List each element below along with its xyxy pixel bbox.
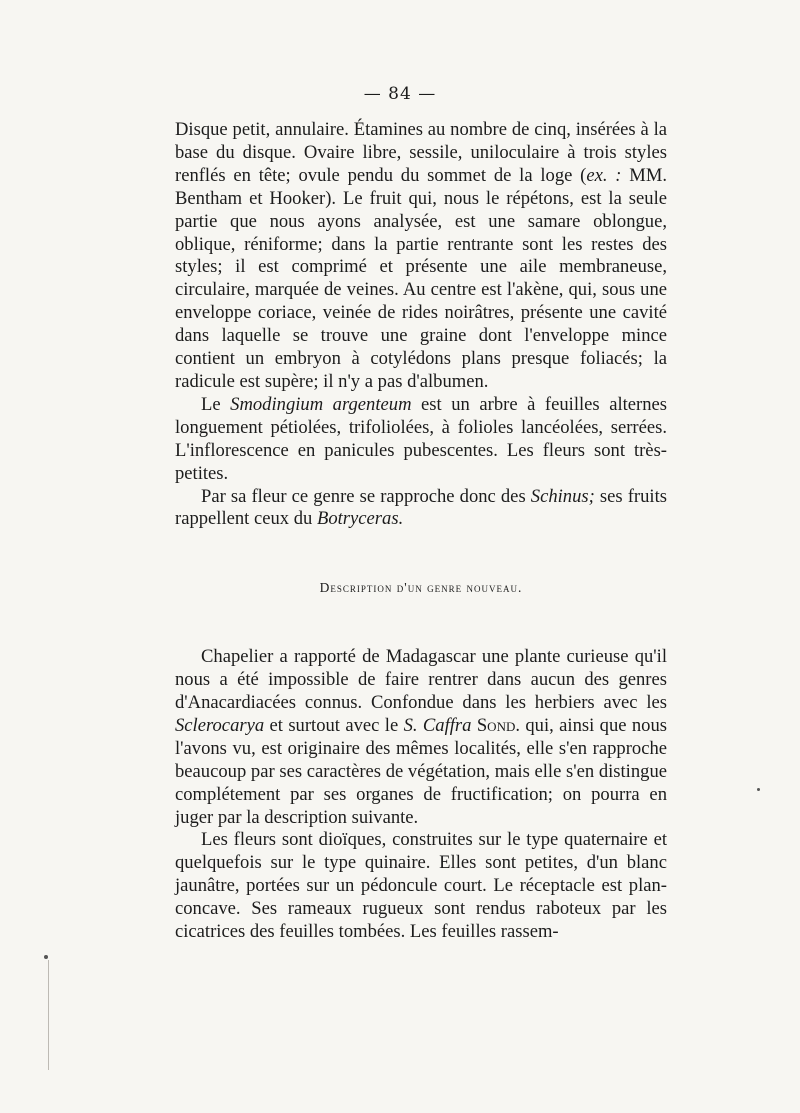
p2-text-c: est un arbre à feuilles alternes longuement pétiolées, trifoliolées, à folioles lancéolées, serrées. L'inflorescence en panicules pubescentes. Les fleurs sont très-petites. — [175, 393, 668, 484]
margin-speck — [44, 955, 48, 959]
p1-text-c: MM. Bentham et Hooker). Le fruit qui, nous le répétons, est la seule partie que nous ayons analysée, est une samare oblongue, oblique, réniforme; dans la partie rentrante sont les restes des styles; il est comprimé et présente une aile membraneuse, circulaire, marquée de veines. Au centre est l'akène, qui, sous une enveloppe coriace, veinée de rides noirâtres, présente une cavité dans laquelle se trouve une graine dont l'enveloppe mince contient un embryon à cotylédons plans presque foliacés; la radicule est supère; il n'y a pas d'albumen. — [175, 164, 667, 392]
p4-text-a: Chapelier a rapporté de Madagascar une plante curieuse qu'il nous a été impossible de faire rentrer dans aucun des genres d'Anacardiacées connus. Confondue dans les herbiers avec les — [175, 646, 667, 714]
p4-italic-caffra: S. Caffra — [403, 714, 472, 736]
p1-text-a: Disque petit, annulaire. Étamines au nombre de cinq, insérées à la base du disque. Ovaire libre, sessile, uniloculaire à trois styles renflés en tête; ovule pendu du sommet de la loge ( — [175, 119, 667, 186]
section-heading: Description d'un genre nouveau. — [319, 580, 523, 596]
page-number: — 84 — — [363, 84, 437, 104]
p4-author-sond: Sond. — [471, 714, 520, 736]
p3-italic-schinus: Schinus; — [530, 485, 595, 507]
p4-text-c: et surtout avec le — [264, 714, 404, 736]
p3-text-a: Par sa fleur ce genre se rapproche donc des — [201, 485, 531, 507]
p2-text-a: Le — [201, 393, 231, 415]
paragraph-chapelier — [175, 646, 667, 829]
margin-speck-right — [757, 788, 760, 791]
p2-italic-species: Smodingium argenteum — [230, 393, 412, 415]
p3-italic-botryceras: Botryceras. — [316, 508, 404, 530]
left-margin-rule — [48, 960, 49, 1070]
body-text — [175, 119, 667, 944]
p4-text-f: qui, ainsi que nous l'avons vu, est originaire des mêmes localités, elle s'en rapproche beaucoup par ses caractères de végétation, mais elle s'en distingue complétement par ses organes de fructification; on pourra en juger par la description suivante. — [175, 714, 667, 828]
paragraph-smodingium — [175, 394, 667, 486]
p3-text-c: ses fruits rappellent ceux du — [175, 485, 667, 530]
p1-italic-ex: ex. : — [586, 164, 622, 186]
paragraph-flowers: Les fleurs sont dioïques, construites sur le type quaternaire et quelquefois sur le type quinaire. Elles sont petites, d'un blanc jaunâtre, portées sur un pédoncule court. Le réceptacle est plan-concave. Ses rameaux rugueux sont rendus raboteux par les cicatrices des feuilles tombées. Les feuilles rassem- — [175, 829, 667, 943]
paragraph-fruit-description — [175, 119, 667, 394]
p4-italic-sclerocarya: Sclerocarya — [175, 714, 265, 736]
paragraph-comparison — [175, 486, 667, 532]
